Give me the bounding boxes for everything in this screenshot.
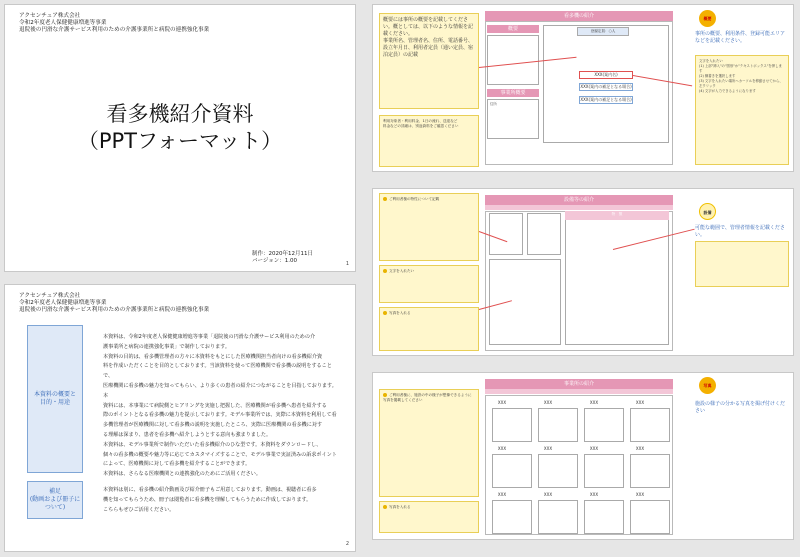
feature-header: 特 徴 <box>565 211 669 220</box>
instruction-note-3 <box>379 307 479 351</box>
note-line: 写真を入れる <box>389 311 411 315</box>
instruction-note-1 <box>379 389 479 497</box>
badge-circle: 概要 <box>699 10 716 27</box>
overview-text-line: 料を作成いただくことを目的としております。当該資料を使って医療機関で看多機の説明をすることで、 <box>103 363 332 380</box>
overview-text-line: 本資料は、さらなる医療機関との連携強化のためにご活用ください。 <box>103 471 261 478</box>
guide-text: 事所の概要、利用条件、登録可能エリアなどを記載ください。 <box>695 31 786 44</box>
overview-text-line: 際のポイントとなる看多機の魅力を提示しております。モデル事業所では、実際に本資料を利用して看 <box>103 412 337 419</box>
overview-text-line: 本資料の目的は、看多機管理者の方々に本資料をもとにした医療機関担当者向けの看多機紹介資 <box>103 353 323 360</box>
address-label: 住所 <box>490 102 497 106</box>
photo-caption: XXX <box>492 492 512 499</box>
instruction-note-2 <box>379 265 479 303</box>
badge-circle: 写真 <box>699 377 716 394</box>
feature-box <box>565 213 669 345</box>
slide-3-facility-intro[interactable] <box>372 4 794 172</box>
supplement-text-line: こちらもぜひご活用ください。 <box>103 506 175 513</box>
supplement-text <box>103 486 339 515</box>
xxx-label-3: XXX(案内の補足となる場合) <box>580 97 632 102</box>
photo-placeholder[interactable] <box>538 408 578 442</box>
company-name: アクセンチュア株式会社 <box>19 13 81 19</box>
overview-text-line: 本資料は、令和2年度老人保健健康増進等事業「退院後の円滑な介護サービス利用のための介 <box>103 334 316 340</box>
photo-placeholder[interactable] <box>584 408 624 442</box>
bullet-icon <box>383 269 387 273</box>
subsection-label: 事業所概要 <box>487 89 539 97</box>
slide-header <box>19 13 209 34</box>
note-line: (2) 横書きを選択します <box>699 74 736 78</box>
note-line: 文字を入れたい <box>699 59 723 63</box>
xxx-label-1: XXX(案内名) <box>579 71 633 79</box>
overview-text-line: 多機管理者が医療機関に対して看多機の説明を実施したところ、実際に医療機関の看多機に対す <box>103 422 323 429</box>
overview-label-line1: 本資料の概要と <box>33 391 76 398</box>
photo-caption: XXX <box>538 446 558 453</box>
photo-placeholder[interactable] <box>538 454 578 488</box>
note-line: (4) 文字が入力できるようになります <box>699 89 756 93</box>
photo-placeholder[interactable] <box>630 500 670 534</box>
photo-placeholder[interactable] <box>492 408 532 442</box>
cover-title-line2: （PPTフォーマット） <box>77 129 283 153</box>
slide-4-equipment[interactable] <box>372 188 794 356</box>
photo-caption: XXX <box>630 400 650 407</box>
section-subbar <box>485 389 673 394</box>
xxx-label-2: XXX(案内の補足となる場合) <box>580 84 632 89</box>
note-line: 概要には事所の概要を記載してください。概としては、以下のような情報を記載ください。 <box>383 17 474 37</box>
supplement-text-line: 本資料は別に、看多機の紹介動画及び紹介冊子もご用意しております。動画は、視聴者に看多 <box>103 487 317 493</box>
note-line: ご利用者様に、施設の中の様子が想像できるように写真を掲載してください <box>383 393 472 402</box>
overview-text-line: によって、医療機関に対して看多機を紹介することができます。 <box>103 461 251 468</box>
note-line: 事業所名、管理者名、住所、電話番号、設立年月日、利用者定員（通い定員、宿泊定員）の記載 <box>383 38 474 58</box>
note-line: (3) 文字を入れたい場所へカーソルを移動させてから、左クリック <box>699 79 783 88</box>
supplement-label-line1: 補足 <box>48 488 61 495</box>
instruction-note-1 <box>379 193 479 261</box>
section-title: 看多機の紹介 <box>485 11 673 21</box>
section-title: 事業所の紹介 <box>485 379 673 389</box>
photo-caption: XXX <box>584 446 604 453</box>
overview-text <box>103 333 339 480</box>
note-line: 文字を入れたい <box>389 269 415 273</box>
photo-caption: XXX <box>492 446 512 453</box>
bullet-icon <box>383 197 387 201</box>
photo-caption: XXX <box>538 492 558 499</box>
content-panel <box>485 395 673 535</box>
cover-version: バージョン：1.00 <box>252 258 298 264</box>
note-line: 料金などの詳細は、別途資料をご確認ください <box>383 124 459 128</box>
photo-caption: XXX <box>538 400 558 407</box>
overview-label-line2: 目的・用途 <box>39 399 70 406</box>
project-name: 令和2年度老人保健健康増進等事業 <box>19 300 107 306</box>
bullet-icon <box>383 393 387 397</box>
page-number: 1 <box>345 261 349 267</box>
photo-caption: XXX <box>630 492 650 499</box>
slide-header <box>19 293 209 314</box>
instruction-note-bottom <box>379 115 479 167</box>
section-title: 設備等の紹介 <box>485 195 673 205</box>
photo-placeholder[interactable] <box>630 408 670 442</box>
note-line: ご利用者様の特性について記載 <box>389 197 440 201</box>
supplement-label-box <box>27 481 83 519</box>
page-number: 2 <box>345 541 349 547</box>
slide-5-photos[interactable] <box>372 372 794 540</box>
photo-placeholder[interactable] <box>584 454 624 488</box>
photo-placeholder[interactable] <box>487 35 539 85</box>
instruction-note-main <box>379 13 479 109</box>
project-subject: 退院後の円滑な介護サービス利用のための介護事業所と病院の連携強化事業 <box>19 307 210 313</box>
photo-placeholder[interactable] <box>489 213 523 255</box>
photo-placeholder[interactable] <box>489 259 561 345</box>
overview-text-line: 本資料は、モデル事業所で制作いただいた看多機紹介のひな型です。本資料をダウンロードし、 <box>103 441 322 448</box>
photo-placeholder[interactable] <box>492 454 532 488</box>
cover-title-line1: 看多機紹介資料 <box>106 102 254 126</box>
overview-label: 概要 <box>487 25 539 33</box>
company-name: アクセンチュア株式会社 <box>19 293 81 299</box>
cover-footer <box>252 251 313 265</box>
overview-text-line: 資料には、本事業にて病院側とヒアリングを実施し把握した、医療機関が看多機へ患者を紹介する <box>103 402 327 409</box>
cover-date: 制作：2020年12月11日 <box>252 251 313 257</box>
overview-text-line: る理解は深まり、患者を看多機へ紹介しようとする意向も強まりました。 <box>103 431 272 438</box>
instruction-note-right <box>695 55 789 165</box>
photo-placeholder[interactable] <box>538 500 578 534</box>
photo-placeholder[interactable] <box>527 213 561 255</box>
bullet-icon <box>383 505 387 509</box>
photo-caption: XXX <box>492 400 512 407</box>
photo-caption: XXX <box>584 492 604 499</box>
bullet-icon <box>383 311 387 315</box>
supplement-label-line2: (動画および冊子について) <box>29 496 81 511</box>
photo-placeholder[interactable] <box>492 500 532 534</box>
overview-text-line: 護事業所と病院の連携強化事業」で制作しております。 <box>103 343 230 350</box>
instruction-note-2 <box>379 501 479 533</box>
project-name: 令和2年度老人保健健康増進等事業 <box>19 20 107 26</box>
detail-box <box>487 99 539 139</box>
instruction-note-right <box>695 241 789 287</box>
badge-circle: 設備 <box>699 203 716 220</box>
section-subbar <box>485 205 673 210</box>
overview-text-line: 医療機関に看多機の魅力を知ってもらい、より多くの患者の紹介につながることを目指しております。本 <box>103 382 337 399</box>
slide-1-cover[interactable] <box>4 4 356 272</box>
photo-placeholder[interactable] <box>584 500 624 534</box>
note-line: 写真を入れる <box>389 505 411 509</box>
supplement-text-line: 機を知ってもらうため、冊子は閲覧者に看多機を理解してもらうために作成しております。 <box>103 496 312 503</box>
guide-text: 施設の様子の分かる写真を掲げ付けください <box>695 401 786 414</box>
project-subject: 退院後の円滑な介護サービス利用のための介護事業所と病院の連携強化事業 <box>19 27 210 33</box>
photo-placeholder[interactable] <box>630 454 670 488</box>
cover-title <box>5 101 355 155</box>
overview-text-line: 個々の看多機の概要や魅力等に応じてカスタマイズすることで、モデル事業で実証済みの訴求ポイント <box>103 451 337 458</box>
guide-text: 可能な範囲で、管理者情報を記載ください。 <box>695 225 785 238</box>
note-line: 利用対象者・利用料金、1日の流れ、送迎など <box>383 119 458 123</box>
overview-label-box <box>27 325 83 473</box>
photo-caption: XXX <box>630 446 650 453</box>
slide-2-overview[interactable] <box>4 284 356 552</box>
note-line: (1) 上部"挿入"の"図形"か"テキストボックス"を押します <box>699 64 782 73</box>
photo-caption: XXX <box>584 400 604 407</box>
form-label: 登録定員：○人 <box>577 27 629 36</box>
